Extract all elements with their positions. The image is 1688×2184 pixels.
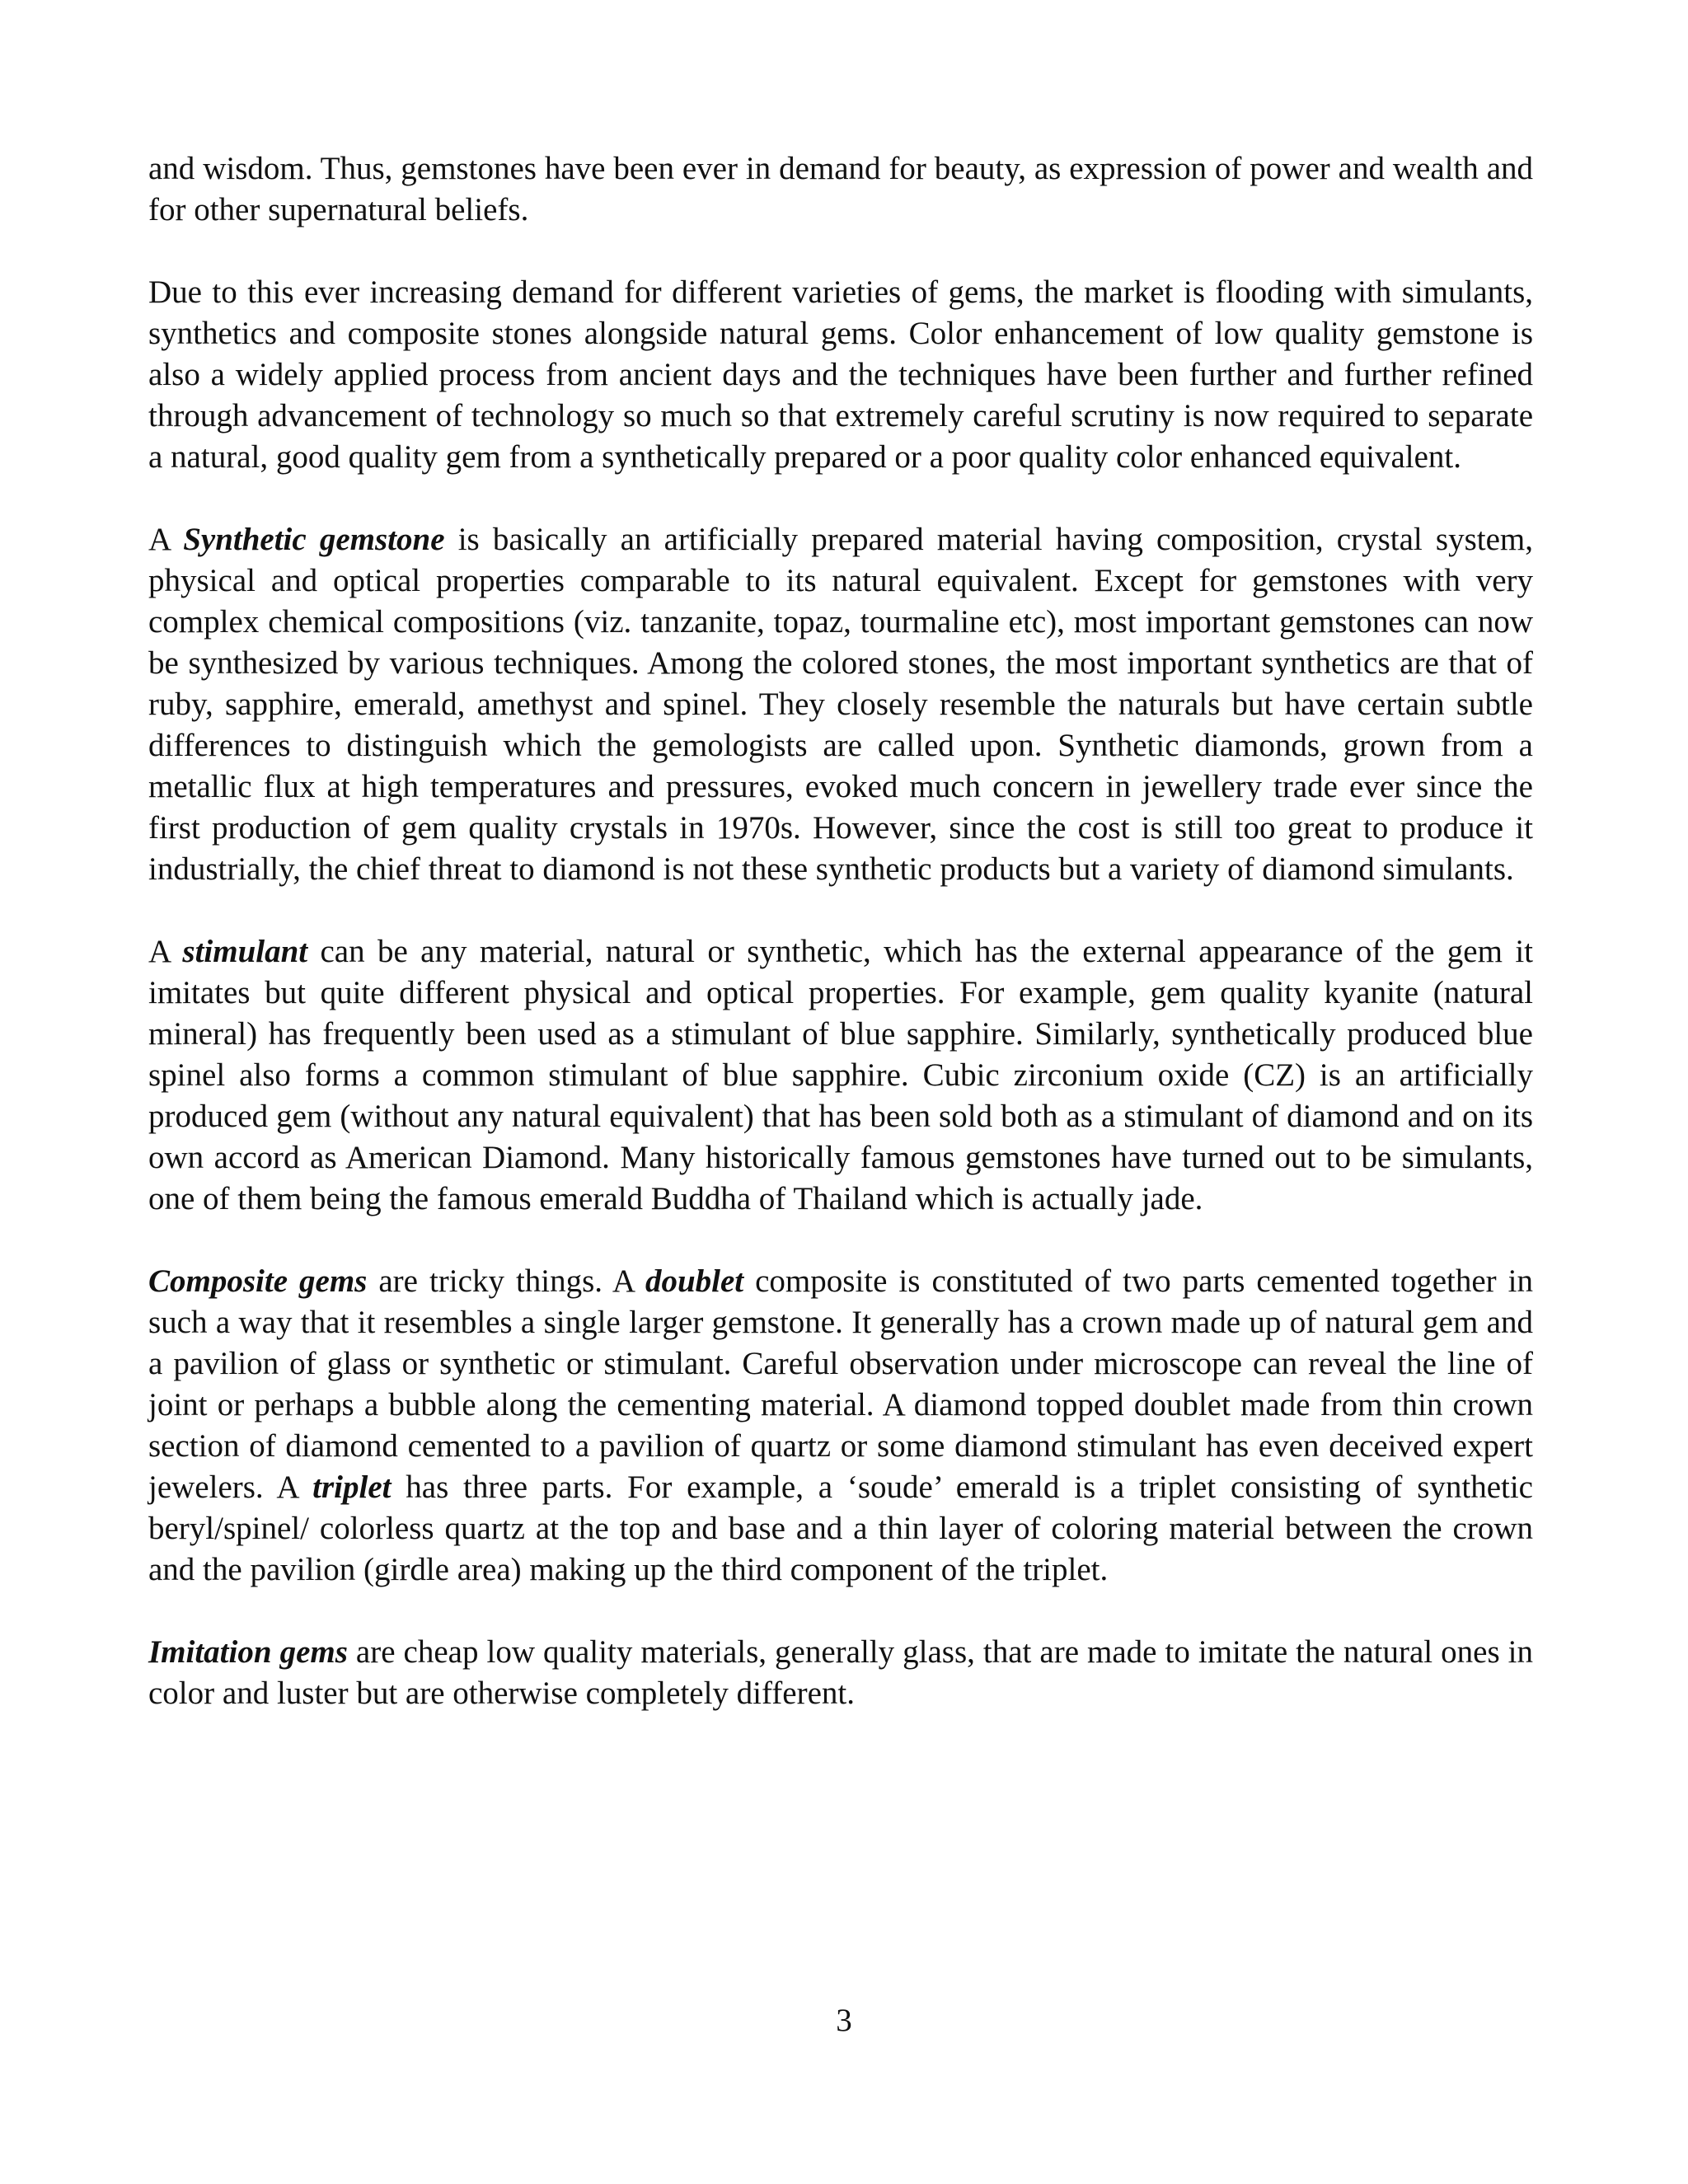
paragraph-imitation-gems bbox=[148, 1632, 1533, 1714]
text-run: is basically an artificially prepared material having composition, crystal system, physical and optical properties comparable to its natural equivalent. Except for gemstones with very complex chemical compositions (viz. tanzanite, topaz, tourmaline etc), most important gemstones can now be synthesized by various techniques. Among the colored stones, the most important synthetics are that of ruby, sapphire, emerald, amethyst and spinel. They closely resemble the naturals but have certain subtle differences to distinguish which the gemologists are called upon. Synthetic diamonds, grown from a metallic flux at high temperatures and pressures, evoked much concern in jewellery trade ever since the first production of gem quality crystals in 1970s. However, since the cost is still too great to produce it industrially, the chief threat to diamond is not these synthetic products but a variety of diamond simulants. bbox=[148, 522, 1533, 887]
text-run: A bbox=[148, 522, 184, 557]
paragraph-stimulant bbox=[148, 931, 1533, 1220]
text-run: and wisdom. Thus, gemstones have been ever in demand for beauty, as expression of power and wealth and for other supernatural beliefs. bbox=[148, 151, 1533, 227]
paragraph-composite-gems bbox=[148, 1261, 1533, 1591]
term-synthetic-gemstone: Synthetic gemstone bbox=[183, 522, 445, 557]
paragraph-market-demand bbox=[148, 272, 1533, 478]
term-triplet: triplet bbox=[312, 1469, 392, 1505]
page-body bbox=[148, 148, 1533, 1755]
text-run: Due to this ever increasing demand for different varieties of gems, the market is flooding with simulants, synthetics and composite stones alongside natural gems. Color enhancement of low quality gemstone is also a widely applied process from ancient days and the techniques have been further and further refined through advancement of technology so much so that extremely careful scrutiny is now required to separate a natural, good quality gem from a synthetically prepared or a poor quality color enhanced equivalent. bbox=[148, 274, 1533, 475]
paragraph-synthetic-gemstone bbox=[148, 519, 1533, 890]
page-number: 3 bbox=[836, 2003, 852, 2038]
term-doublet: doublet bbox=[645, 1263, 744, 1299]
text-run: composite is constituted of two parts cemented together in such a way that it resembles a single larger gemstone. It generally has a crown made up of natural gem and a pavilion of glass or synthetic or stimulant. Careful observation under microscope can reveal the line of joint or perhaps a bubble along the cementing material. A diamond topped doublet made from thin crown section of diamond cemented to a pavilion of quartz or some diamond stimulant has even deceived expert jewelers. A bbox=[148, 1263, 1533, 1505]
text-run: can be any material, natural or synthetic, which has the external appearance of the gem it imitates but quite different physical and optical properties. For example, gem quality kyanite (natural mineral) has frequently been used as a stimulant of blue sapphire. Similarly, synthetically produced blue spinel also forms a common stimulant of blue sapphire. Cubic zirconium oxide (CZ) is an artificially produced gem (without any natural equivalent) that has been sold both as a stimulant of diamond and on its own accord as American Diamond. Many historically famous gemstones have turned out to be simulants, one of them being the famous emerald Buddha of Thailand which is actually jade. bbox=[148, 934, 1533, 1216]
term-imitation-gems: Imitation gems bbox=[148, 1634, 348, 1670]
term-stimulant: stimulant bbox=[182, 934, 308, 969]
text-run: A bbox=[148, 934, 183, 969]
paragraph-intro-conclusion bbox=[148, 148, 1533, 231]
term-composite-gems: Composite gems bbox=[148, 1263, 368, 1299]
text-run: has three parts. For example, a ‘soude’ emerald is a triplet consisting of synthetic beryl/spinel/ colorless quartz at the top and base and a thin layer of coloring material between the crown and the pavilion (girdle area) making up the third component of the triplet. bbox=[148, 1469, 1533, 1587]
text-run: are tricky things. A bbox=[367, 1263, 645, 1299]
text-run: are cheap low quality materials, generally glass, that are made to imitate the natural ones in color and luster but are otherwise completely different. bbox=[148, 1634, 1533, 1711]
